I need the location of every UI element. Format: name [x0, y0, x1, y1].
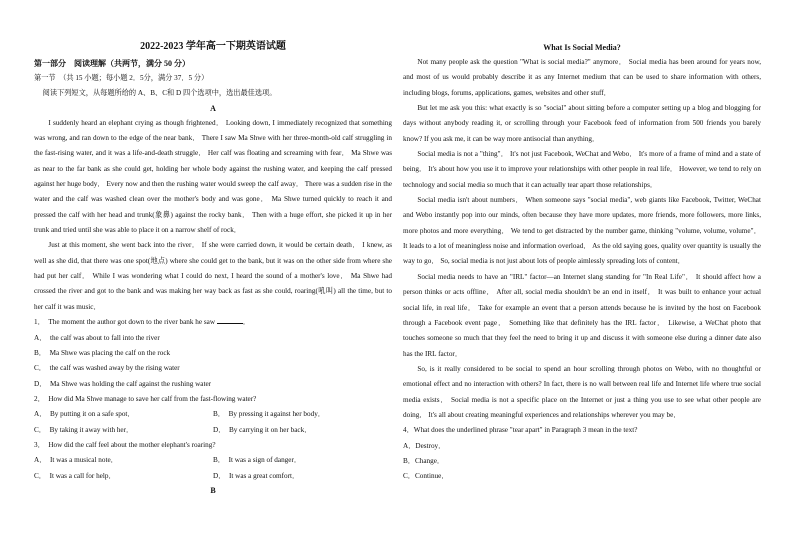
q2-option-b: B． By pressing it against her body．: [213, 410, 325, 419]
q1-option-d: D． Ma Shwe was holding the calf against the rushing water: [34, 379, 212, 388]
q3-option-d: D． It was a great comfort．: [213, 471, 300, 480]
passage-b-paragraph-2: But let me ask you this: what exactly is so "social" about sitting before a computer setting up a blog and blogging for days without anybody reading it, or scrolling through your Facebook feed of information from 500 friends you barely know? If you ask me, it can be way more antisocial than anything．: [403, 104, 761, 143]
q2-options-row-1: [34, 407, 392, 422]
q1-option-c: C． the calf was washed away by the rising water: [34, 364, 180, 373]
passage-b-paragraph-4: Social media isn't about numbers． When someone says "social media", web giants like Facebook, Twitter, WeChat and Webo instantly pop into our minds, often because they have more updates, more friends, more followers, more links, more photos and more everything． We tend to get distracted by the number game, thinking "volume, volume, volume"． It leads to a lot of meaningless noise and information overload． As the old saying goes, quality over quantity is usually the way to go． So, social media is not just about lots of people aimlessly spreading lots of content．: [403, 196, 761, 266]
q2-option-a: A． By putting it on a safe spot．: [34, 410, 135, 419]
question-2: 2． How did Ma Shwe manage to save her calf from the fast-flowing water?: [34, 394, 257, 403]
passage-b-paragraph-6: So, is it really considered to be social to spend an hour scrolling through photos on Webo, with no thoughtful or emotional effect and no interaction with others? In fact, there is no wall between real life and Internet life where true social media exists． Social media is not a specific place on the Internet or just a thing you use to see what other people are doing． It's all about creating meaningful experiences and relationships wherever you may be．: [403, 364, 761, 419]
left-column: [34, 0, 392, 498]
q4-option-b: B．Change．: [403, 456, 445, 465]
q3-options-row-1: [34, 453, 392, 468]
q2-option-d: D． By carrying it on her back．: [213, 425, 312, 434]
passage-b-paragraph-3: Social media is not a "thing"． It's not just Facebook, WeChat and Webo． It's more of a frame of mind and a state of being． It's about how you use it to improve your relationships with other people in real life． However, we tend to rely on technology and social media so much that it can actually tear apart those relationships．: [403, 150, 761, 189]
q1-option-a: A． the calf was about to fall into the river: [34, 333, 160, 342]
passage-b-paragraph-1: Not many people ask the question "What is social media?" anymore． Social media has been around for years now, and most of us would probably describe it as any Internet medium that can be used to share information with others, including blogs, forums, applications, games, websites and other stuff．: [403, 58, 761, 97]
question-1: 1． The moment the author got down to the river bank he saw ．: [34, 315, 392, 330]
passage-b-paragraph-5: Social media needs to have an "IRL" factor—an Internet slang standing for "In Real Life"． It should affect how a person thinks or acts offline． After all, social media shouldn't be an end in itself． It was built to enhance your actual social life, in real life． Take for example an event that a person attends because he is invited by the host on Facebook through a Facebook event page． Something like that definitely has the IRL factor． Likewise, a WeChat photo that touches someone so much that they feel the need to bring it up and discuss it with someone else during a dinner date also has the IRL factor．: [403, 272, 761, 358]
exam-title: 2022-2023 学年高一下期英语试题: [140, 41, 286, 52]
passage-a-paragraph-2: Just at this moment, she went back into the river． If she were carried down, it would be certain death． I knew, as well as she did, that there was one spot(地点) where she could get to the bank, but it was on the other side from where she had put her calf． While I was wondering what I could do next, I heard the sound of a mother's love． Ma Shwe had crossed the river and got to the bank and was making her way back as fast as she could, roaring(吼叫) all the time, but to her calf it was music．: [34, 241, 392, 311]
instruction-text: 阅读下列短文，从每题所给的 A、B、C和 D 四个选项中，选出最佳选项。: [42, 89, 277, 98]
q3-option-a: A． It was a musical note．: [34, 456, 118, 465]
part-heading: 第一部分 阅读理解（共两节，满分 50 分）: [34, 59, 190, 68]
q3-option-c: C． It was a call for help．: [34, 471, 116, 480]
q2-options-row-2: [34, 423, 392, 438]
right-column: [403, 0, 761, 485]
section-heading: 第一节 （共 15 小题；每小题 2．5分，满分 37．5 分）: [34, 74, 209, 82]
answer-blank: [217, 315, 243, 324]
passage-a-paragraph-1: I suddenly heard an elephant crying as though frightened． Looking down, I immediately recognized that something was wrong, and ran down to the edge of the near bank． There I saw Ma Shwe with her three-month-old calf struggling in the fast-rising water, and it was a life-and-death struggle． Her calf was floating and screaming with fear． Ma Shwe was as near to the far bank as she could get, holding her whole body against the rushing water, and keeping the calf pressed against her huge body． Every now and then the rushing water would sweep the calf away． There was a sudden rise in the water and the calf was washed clean over the mother's body and was gone． Ma Shwe turned quickly to reach it and pressed the calf with her head and trunk(象鼻) against the rocky bank． Then with a huge effort, she picked it up in her trunk and tried until she was able to place it on a narrow shelf of rock．: [34, 118, 392, 235]
question-3: 3． How did the calf feel about the mother elephant's roaring?: [34, 440, 216, 449]
question-4: 4．What does the underlined phrase "tear apart" in Paragraph 3 mean in the text?: [403, 426, 638, 435]
passage-b-label: B: [210, 485, 216, 495]
q4-option-c: C．Continue．: [403, 472, 449, 481]
passage-b-title: What Is Social Media?: [543, 43, 621, 52]
question-1-text: 1． The moment the author got down to the river bank he saw: [34, 318, 216, 327]
q3-option-b: B． It was a sign of danger．: [213, 456, 302, 465]
q4-option-a: A．Destroy．: [403, 441, 446, 450]
q1-option-b: B． Ma Shwe was placing the calf on the rock: [34, 348, 171, 357]
q2-option-c: C． By taking it away with her．: [34, 425, 134, 434]
passage-a-label: A: [210, 103, 216, 113]
q3-options-row-2: [34, 469, 392, 484]
